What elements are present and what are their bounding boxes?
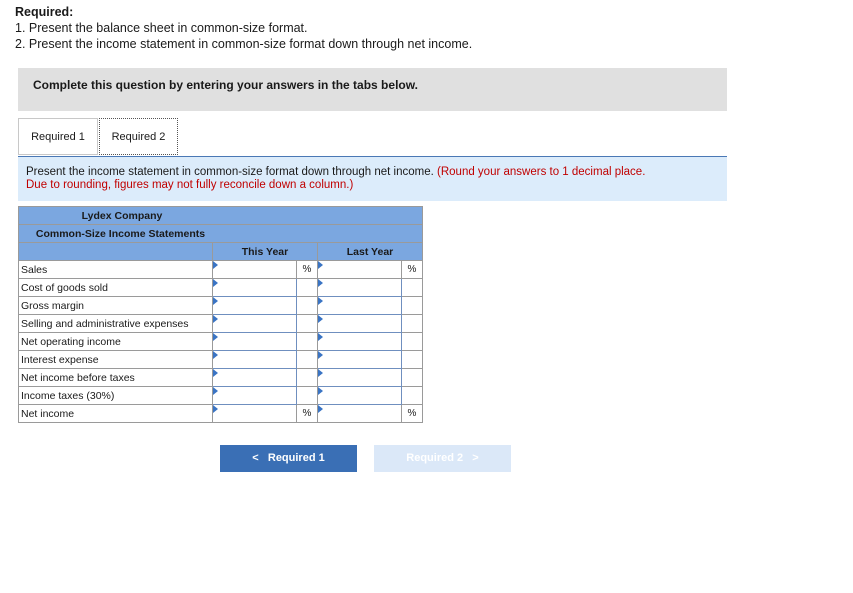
last-year-percent	[402, 297, 423, 315]
table-row	[19, 405, 423, 423]
last-year-cell	[318, 333, 402, 351]
previous-button-label: Required 1	[267, 452, 325, 464]
row-label: Cost of goods sold	[19, 279, 213, 297]
this-year-cell	[213, 315, 297, 333]
this-year-percent	[297, 369, 318, 387]
last-year-percent: %	[402, 405, 423, 423]
next-required-button[interactable]	[374, 445, 511, 472]
requirements	[15, 4, 472, 52]
instruction-banner	[18, 68, 727, 111]
row-label: Interest expense	[19, 351, 213, 369]
column-header-row	[19, 243, 423, 261]
previous-required-button[interactable]	[220, 445, 357, 472]
last-year-input[interactable]	[318, 333, 401, 350]
last-year-input[interactable]	[318, 405, 401, 422]
header-this-year: This Year	[213, 243, 318, 261]
this-year-percent	[297, 279, 318, 297]
this-year-cell	[213, 405, 297, 423]
banner-text: Complete this question by entering your answers in the tabs below.	[33, 78, 418, 92]
table-row	[19, 351, 423, 369]
row-label: Net income	[19, 405, 213, 423]
reconcile-note: Due to rounding, figures may not fully reconcile down a column.)	[26, 179, 354, 191]
tab-required-2[interactable]: Required 2	[99, 118, 178, 155]
table-row	[19, 387, 423, 405]
last-year-input[interactable]	[318, 369, 401, 386]
last-year-input[interactable]	[318, 351, 401, 368]
last-year-cell	[318, 261, 402, 279]
this-year-cell	[213, 369, 297, 387]
chevron-right-icon: >	[472, 452, 479, 464]
header-last-year: Last Year	[318, 243, 423, 261]
last-year-percent: %	[402, 261, 423, 279]
income-statement-table	[18, 206, 423, 423]
table-row	[19, 261, 423, 279]
last-year-percent	[402, 279, 423, 297]
this-year-percent	[297, 351, 318, 369]
last-year-input[interactable]	[318, 387, 401, 404]
requirement-1: 1. Present the balance sheet in common-size format.	[15, 21, 308, 35]
this-year-percent	[297, 387, 318, 405]
last-year-cell	[318, 315, 402, 333]
table-row	[19, 279, 423, 297]
last-year-cell	[318, 405, 402, 423]
row-label: Gross margin	[19, 297, 213, 315]
this-year-input[interactable]	[213, 279, 296, 296]
last-year-percent	[402, 351, 423, 369]
table-row	[19, 369, 423, 387]
company-row	[19, 207, 423, 225]
this-year-input[interactable]	[213, 297, 296, 314]
last-year-input[interactable]	[318, 279, 401, 296]
this-year-cell	[213, 279, 297, 297]
last-year-percent	[402, 315, 423, 333]
this-year-cell	[213, 387, 297, 405]
this-year-input[interactable]	[213, 351, 296, 368]
row-label: Net income before taxes	[19, 369, 213, 387]
last-year-input[interactable]	[318, 315, 401, 332]
prompt-text: Present the income statement in common-size format down through net income.	[26, 166, 434, 178]
title-row	[19, 225, 423, 243]
this-year-input[interactable]	[213, 369, 296, 386]
last-year-cell	[318, 351, 402, 369]
this-year-input[interactable]	[213, 333, 296, 350]
tab-required-1[interactable]: Required 1	[18, 118, 98, 155]
requirements-title: Required:	[15, 5, 74, 19]
header-blank	[19, 243, 213, 261]
this-year-cell	[213, 351, 297, 369]
question-prompt	[18, 157, 727, 201]
table-row	[19, 333, 423, 351]
this-year-cell	[213, 261, 297, 279]
this-year-cell	[213, 333, 297, 351]
table-row	[19, 297, 423, 315]
statement-title: Common-Size Income Statements	[19, 225, 423, 243]
this-year-percent	[297, 315, 318, 333]
requirement-2: 2. Present the income statement in common-size format down through net income.	[15, 37, 473, 51]
this-year-percent: %	[297, 261, 318, 279]
row-label: Sales	[19, 261, 213, 279]
last-year-percent	[402, 369, 423, 387]
last-year-percent	[402, 333, 423, 351]
row-label: Net operating income	[19, 333, 213, 351]
rounding-note: (Round your answers to 1 decimal place.	[437, 166, 646, 178]
this-year-input[interactable]	[213, 405, 296, 422]
last-year-input[interactable]	[318, 261, 401, 278]
table-row	[19, 315, 423, 333]
row-label: Income taxes (30%)	[19, 387, 213, 405]
last-year-cell	[318, 279, 402, 297]
last-year-percent	[402, 387, 423, 405]
this-year-cell	[213, 297, 297, 315]
row-label: Selling and administrative expenses	[19, 315, 213, 333]
this-year-input[interactable]	[213, 315, 296, 332]
this-year-input[interactable]	[213, 387, 296, 404]
this-year-percent: %	[297, 405, 318, 423]
company-name: Lydex Company	[19, 207, 423, 225]
next-button-label: Required 2	[406, 452, 464, 464]
last-year-cell	[318, 369, 402, 387]
last-year-cell	[318, 387, 402, 405]
this-year-percent	[297, 333, 318, 351]
this-year-input[interactable]	[213, 261, 296, 278]
last-year-input[interactable]	[318, 297, 401, 314]
chevron-left-icon: <	[252, 452, 259, 464]
last-year-cell	[318, 297, 402, 315]
this-year-percent	[297, 297, 318, 315]
